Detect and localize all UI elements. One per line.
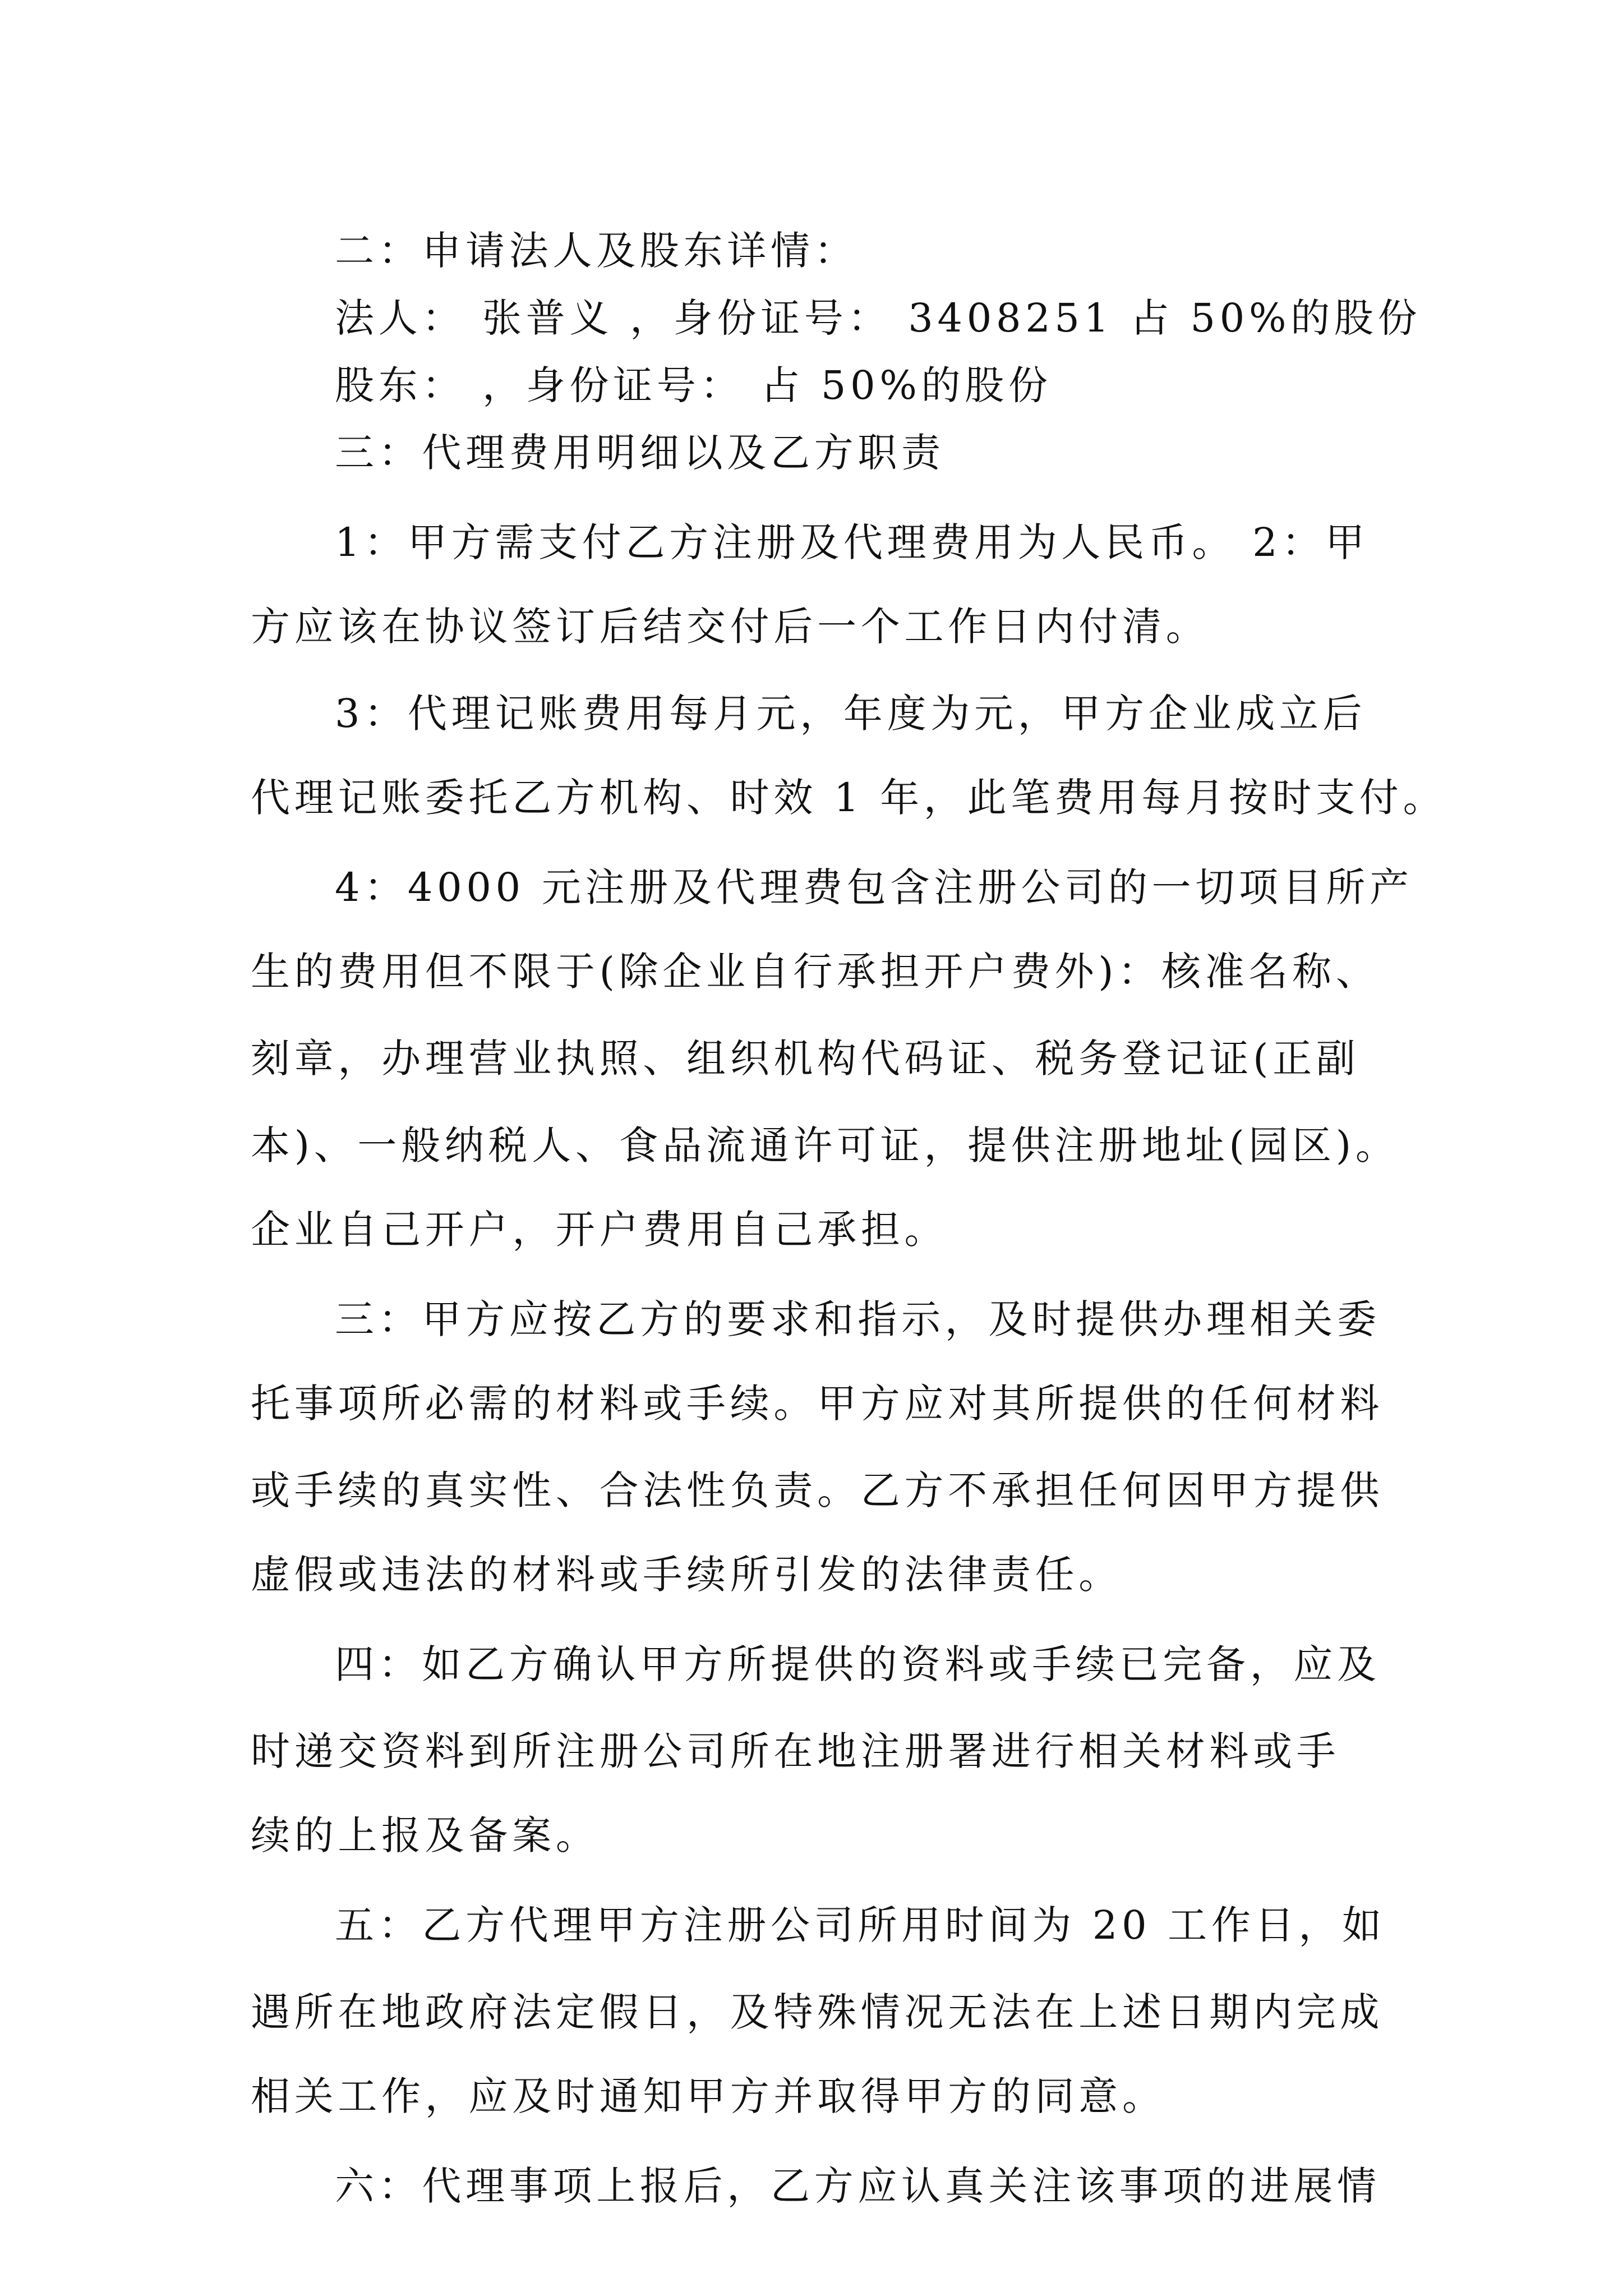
paragraph-line: 企业自己开户，开户费用自己承担。 [251,1207,948,1253]
paragraph-line: 或手续的真实性、合法性负责。乙方不承担任何因甲方提供 [251,1467,1384,1513]
section-heading-applicant-details: 二：申请法人及股东详情： [335,228,858,274]
paragraph-line: 本)、一般纳税人、食品流通许可证，提供注册地址(园区)。 [251,1122,1399,1168]
paragraph-line: 刻章，办理营业执照、组织机构代码证、税务登记证(正副 [251,1036,1360,1082]
paragraph-line: 托事项所必需的材料或手续。甲方应对其所提供的任何材料 [251,1381,1384,1427]
paragraph-line: 六：代理事项上报后，乙方应认真关注该事项的进展情 [335,2163,1381,2209]
section-heading-fee-details: 三：代理费用明细以及乙方职责 [335,430,945,476]
paragraph-line: 四：如乙方确认甲方所提供的资料或手续已完备，应及 [335,1641,1381,1687]
paragraph-line: 1：甲方需支付乙方注册及代理费用为人民币。 2：甲 [335,519,1369,565]
paragraph-line: 相关工作，应及时通知甲方并取得甲方的同意。 [251,2073,1166,2119]
paragraph-line: 3：代理记账费用每月元，年度为元，甲方企业成立后 [335,691,1367,737]
paragraph-line: 续的上报及备案。 [251,1812,600,1858]
paragraph-line: 方应该在协议签订后结交付后一个工作日内付清。 [251,604,1210,650]
paragraph-line: 代理记账委托乙方机构、时效 1 年，此笔费用每月按时支付。 [251,775,1447,821]
paragraph-line: 五：乙方代理甲方注册公司所用时间为 20 工作日，如 [335,1902,1386,1948]
paragraph-line: 遇所在地政府法定假日，及特殊情况无法在上述日期内完成 [251,1989,1384,2035]
paragraph-line: 时递交资料到所注册公司所在地注册署进行相关材料或手 [251,1728,1340,1774]
paragraph-line: 生的费用但不限于(除企业自行承担开户费外)：核准名称、 [251,949,1380,995]
paragraph-line: 4：4000 元注册及代理费包含注册公司的一切项目所产 [335,864,1413,910]
paragraph-line: 虚假或违法的材料或手续所引发的法律责任。 [251,1552,1122,1598]
legal-person-line: 法人： 张普义 ，身份证号： 3408251 占 50%的股份 [335,295,1422,341]
shareholder-line: 股东： ，身份证号： 占 50%的股份 [335,362,1052,408]
paragraph-line: 三：甲方应按乙方的要求和指示，及时提供办理相关委 [335,1296,1381,1342]
